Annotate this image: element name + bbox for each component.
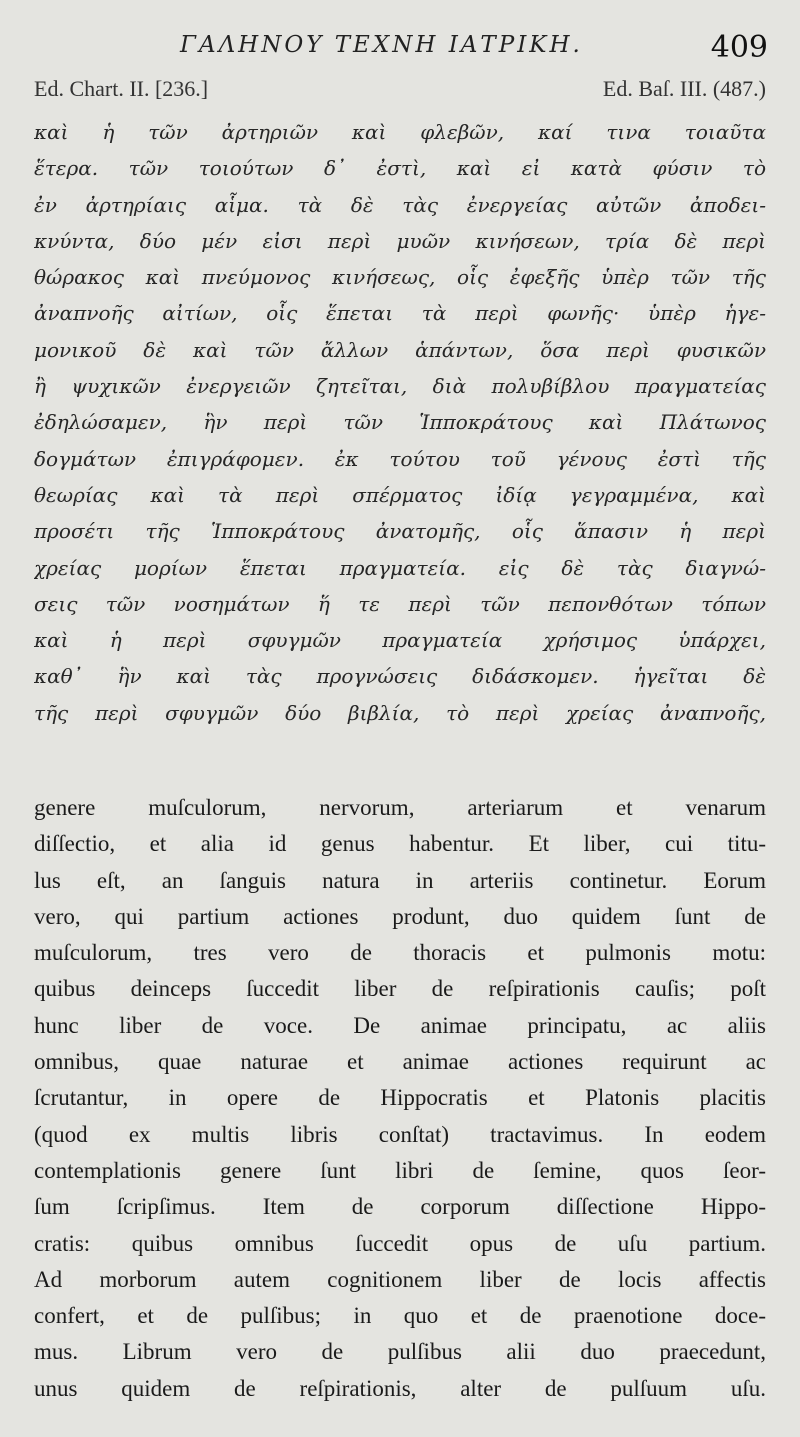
latin-line: muſculorum, tres vero de thoracis et pulmonis motu: [34, 940, 766, 966]
greek-line: ἐν ἀρτηρίαις αἷμα. τὰ δὲ τὰς ἐνεργείας αὐτῶν ἀποδει- [34, 192, 766, 217]
latin-line: confert, et de pulſibus; in quo et de praenotione doce- [34, 1303, 766, 1329]
edition-reference-left: Ed. Chart. II. [236.] [34, 76, 209, 101]
running-title: ΓΑΛΗΝΟΥ ΤΕΧΝΗ ΙΑΤΡΙΚΗ. [180, 32, 583, 58]
greek-line: θώρακος καὶ πνεύμονος κινήσεως, οἷς ἐφεξῆς ὑπὲρ τῶν τῆς [34, 265, 766, 290]
latin-line: cratis: quibus omnibus ſuccedit opus de uſu partium. [34, 1230, 766, 1256]
greek-text-block [34, 114, 766, 731]
greek-line: καθ᾽ ἣν καὶ τὰς προγνώσεις διδάσκομεν. ἡγεῖται δὲ [34, 664, 766, 689]
greek-line: κνύντα, δύο μέν εἰσι περὶ μυῶν κινήσεων, τρία δὲ περὶ [34, 228, 766, 253]
greek-line: ἢ ψυχικῶν ἐνεργειῶν ζητεῖται, διὰ πολυβίβλου πραγματείας [34, 374, 766, 399]
greek-line: σεις τῶν νοσημάτων ἥ τε περὶ τῶν πεπονθότων τόπων [34, 591, 766, 616]
greek-line: τῆς περὶ σφυγμῶν δύο βιβλία, τὸ περὶ χρείας ἀναπνοῆς, [34, 700, 766, 725]
greek-line: καὶ ἡ τῶν ἀρτηριῶν καὶ φλεβῶν, καί τινα τοιαῦτα [34, 120, 766, 144]
latin-line: omnibus, quae naturae et animae actiones requirunt ac [34, 1049, 766, 1075]
greek-line: ἀναπνοῆς αἰτίων, οἷς ἕπεται τὰ περὶ φωνῆς· ὑπὲρ ἡγε- [34, 301, 766, 326]
latin-line: ſum ſcripſimus. Item de corporum diſſectione Hippo- [34, 1194, 766, 1220]
latin-line: genere muſculorum, nervorum, arteriarum et venarum [34, 795, 766, 820]
greek-line: θεωρίας καὶ τὰ περὶ σπέρματος ἰδίᾳ γεγραμμένα, καὶ [34, 482, 766, 507]
page-number: 409 [710, 30, 768, 65]
latin-line: quibus deinceps ſuccedit liber de reſpirationis cauſis; poſt [34, 976, 766, 1002]
latin-line: hunc liber de voce. De animae principatu, ac aliis [34, 1012, 766, 1038]
greek-line: δογμάτων ἐπιγράφομεν. ἐκ τούτου τοῦ γένους ἐστὶ τῆς [34, 446, 766, 471]
latin-line: vero, qui partium actiones produnt, duo quidem ſunt de [34, 903, 766, 929]
greek-line: καὶ ἡ περὶ σφυγμῶν πραγματεία χρήσιμος ὑπάρχει, [34, 628, 766, 653]
latin-line: unus quidem de reſpirationis, alter de pulſuum uſu. [34, 1375, 766, 1401]
greek-line: ἐδηλώσαμεν, ἣν περὶ τῶν Ἱπποκράτους καὶ Πλάτωνος [34, 410, 766, 435]
edition-reference-line [34, 76, 766, 106]
latin-line: lus eſt, an ſanguis natura in arteriis continetur. Eorum [34, 867, 766, 893]
greek-line: μονικοῦ δὲ καὶ τῶν ἄλλων ἁπάντων, ὅσα περὶ φυσικῶν [34, 337, 766, 362]
latin-line: contemplationis genere ſunt libri de ſemine, quos ſeor- [34, 1157, 766, 1183]
latin-line: diſſectio, et alia id genus habentur. Et liber, cui titu- [34, 831, 766, 857]
greek-line: προσέτι τῆς Ἱπποκράτους ἀνατομῆς, οἷς ἅπασιν ἡ περὶ [34, 519, 766, 544]
latin-line: Ad morborum autem cognitionem liber de locis affectis [34, 1266, 766, 1292]
running-head [0, 28, 800, 68]
greek-line: χρείας μορίων ἕπεται πραγματεία. εἰς δὲ τὰς διαγνώ- [34, 555, 766, 580]
latin-line: mus. Librum vero de pulſibus alii duo praecedunt, [34, 1339, 766, 1365]
latin-line: (quod ex multis libris conſtat) tractavimus. In eodem [34, 1121, 766, 1147]
greek-line: ἕτερα. τῶν τοιούτων δ᾽ ἐστὶ, καὶ εἰ κατὰ φύσιν τὸ [34, 156, 766, 181]
edition-reference-right: Ed. Baſ. III. (487.) [602, 76, 766, 101]
latin-text-block [34, 790, 766, 1407]
latin-line: ſcrutantur, in opere de Hippocratis et Platonis placitis [34, 1085, 766, 1111]
